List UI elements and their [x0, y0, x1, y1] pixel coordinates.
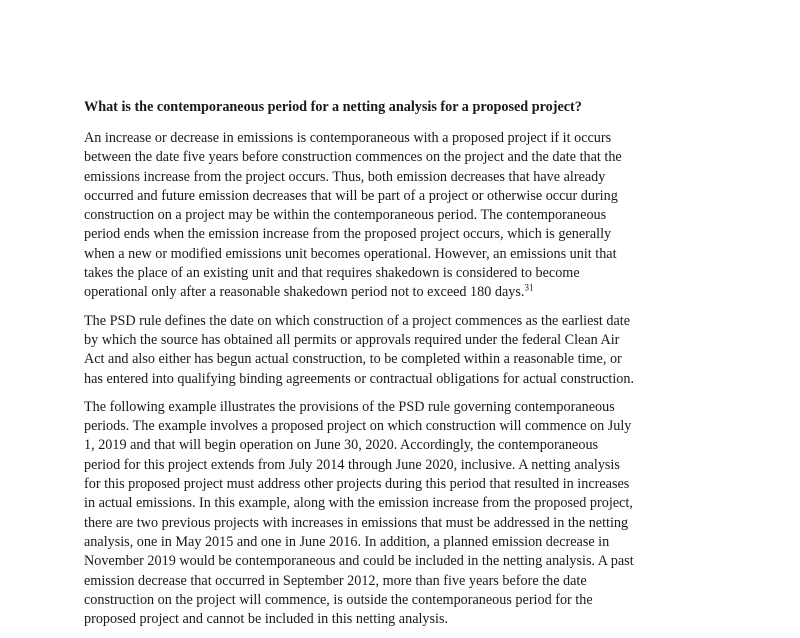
text-line: there are two previous projects with increases in emissions that must be addressed in the netting: [84, 514, 629, 531]
text-line: has entered into qualifying binding agreements or contractual obligations for actual construction.: [84, 370, 634, 387]
text-line: November 2019 would be contemporaneous and could be included in the netting analysis. A past: [84, 553, 634, 570]
text-line: operational only after a reasonable shakedown period not to exceed 180 days.: [84, 284, 525, 301]
text-line: when a new or modified emissions unit becomes operational. However, an emissions unit that: [84, 245, 617, 262]
text-line-with-footnote: [84, 283, 724, 302]
text-line: period for this project extends from July 2014 through June 2020, inclusive. A netting analysis: [84, 456, 620, 473]
text-line: proposed project and cannot be included in this netting analysis.: [84, 611, 449, 628]
text-line: takes the place of an existing unit and that requires shakedown is considered to become: [84, 265, 580, 282]
footnote-reference[interactable]: 31: [524, 282, 534, 293]
text-line: construction on a project may be within the contemporaneous period. The contemporaneous: [84, 207, 607, 224]
text-line: The following example illustrates the provisions of the PSD rule governing contemporaneous: [84, 398, 615, 415]
text-line: periods. The example involves a proposed project on which construction will commence on July: [84, 418, 632, 435]
text-line: An increase or decrease in emissions is contemporaneous with a proposed project if it occurs: [84, 130, 612, 146]
text-line: 1, 2019 and that will begin operation on June 30, 2020. Accordingly, the contemporaneous: [84, 437, 599, 454]
paragraph-contemporaneous-definition: [84, 129, 724, 303]
text-line: in actual emissions. In this example, along with the emission increase from the proposed project,: [84, 495, 633, 512]
section-heading: What is the contemporaneous period for a netting analysis for a proposed project?: [84, 99, 582, 115]
text-line: analysis, one in May 2015 and one in June 2016. In addition, a planned emission decrease in: [84, 533, 610, 550]
text-line: Act and also either has begun actual construction, to be completed within a reasonable time, or: [84, 351, 622, 368]
text-line: The PSD rule defines the date on which construction of a project commences as the earliest date: [84, 312, 631, 329]
text-line: emission decrease that occurred in September 2012, more than five years before the date: [84, 572, 587, 589]
paragraph-example: [84, 398, 724, 630]
text-line: emissions increase from the project occurs. Thus, both emission decreases that have already: [84, 168, 606, 185]
text-line: between the date five years before construction commences on the project and the date that the: [84, 149, 622, 166]
text-line: construction on the project will commence, is outside the contemporaneous period for the: [84, 591, 593, 608]
text-line: period ends when the emission increase from the proposed project occurs, which is generally: [84, 226, 612, 243]
text-line: for this proposed project must address other projects during this period that resulted in increases: [84, 476, 630, 493]
text-line: by which the source has obtained all permits or approvals required under the federal Clean Air: [84, 331, 620, 348]
document-body: [84, 98, 724, 638]
text-line: occurred and future emission decreases that will be part of a project or otherwise occur during: [84, 187, 618, 204]
paragraph-construction-commencement: [84, 312, 724, 389]
